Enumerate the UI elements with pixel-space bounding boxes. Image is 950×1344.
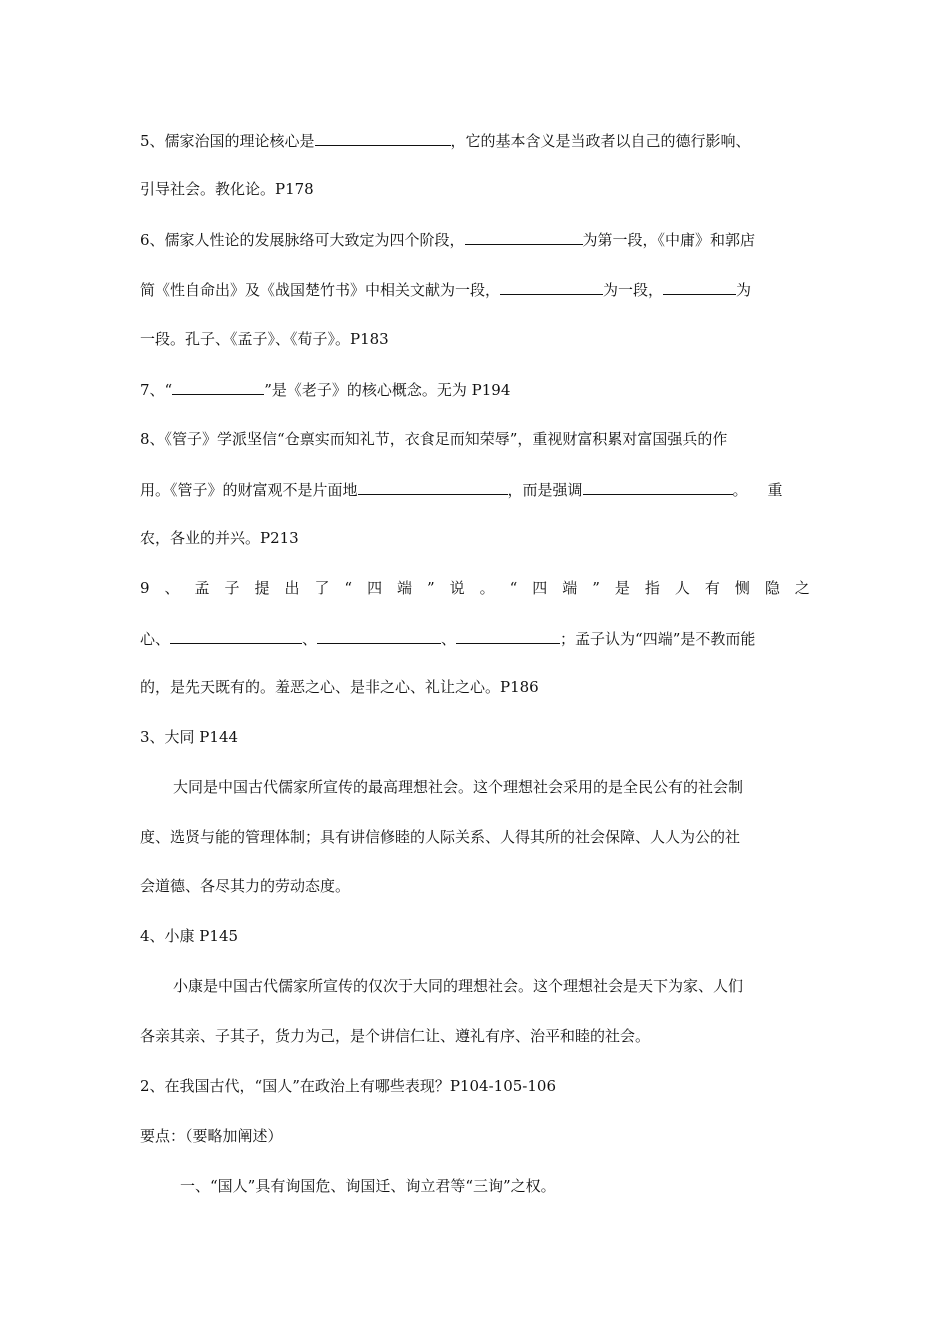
s2-heading: 2、在我国古代，“国人”在政治上有哪些表现？P104-105-106 xyxy=(140,1077,557,1095)
q9-sep-2: 、 xyxy=(441,630,457,648)
q9-char: 子 xyxy=(224,579,240,597)
q9-char: 出 xyxy=(284,579,300,597)
s3-paragraph-line3: 会道德、各尽其力的劳动态度。 xyxy=(140,877,351,895)
s2-points-label: 要点：（要略加阐述） xyxy=(140,1127,283,1145)
q9-char: 9 xyxy=(140,579,150,597)
q6-blank-2 xyxy=(500,279,603,295)
q9-char: 。 xyxy=(479,579,495,597)
q9-char: 端 xyxy=(562,579,578,597)
q9-text-b: ；孟子认为“四端”是不教而能 xyxy=(560,630,756,648)
q7-blank-1 xyxy=(172,379,264,395)
q9-char: “ xyxy=(344,579,353,597)
q9-char: 恻 xyxy=(734,579,750,597)
q5-text-a: 5、儒家治国的理论核心是 xyxy=(140,132,315,150)
s4-heading: 4、小康 P145 xyxy=(140,927,239,945)
q6-text-b: 为第一段，《中庸》和郭店 xyxy=(582,231,756,249)
q9-char: 端 xyxy=(397,579,413,597)
q6-text-a: 6、儒家人性论的发展脉络可大致定为四个阶段， xyxy=(140,231,465,249)
q6-text-c: 简《性自命出》及《战国楚竹书》中相关文献为一段， xyxy=(140,281,501,299)
q9-char: “ xyxy=(509,579,518,597)
q9-blank-1 xyxy=(170,628,302,644)
q9-char: ” xyxy=(427,579,435,597)
q8-blank-1 xyxy=(358,479,508,495)
q8-line3: 农，各业的并兴。P213 xyxy=(140,529,299,547)
q9-sep-1: 、 xyxy=(302,630,318,648)
q5-blank-1 xyxy=(315,130,451,146)
q9-char: 提 xyxy=(254,579,270,597)
q9-char: 之 xyxy=(794,579,810,597)
s3-paragraph-line1: 大同是中国古代儒家所宣传的最高理想社会。这个理想社会采用的是全民公有的社会制 xyxy=(173,778,744,796)
q9-line2 xyxy=(140,628,810,649)
q8-text-d: 重 xyxy=(767,481,783,499)
q6-blank-1 xyxy=(465,229,583,245)
q9-char: 孟 xyxy=(194,579,210,597)
q9-line3: 的，是先天既有的。羞恶之心、是非之心、礼让之心。P186 xyxy=(140,678,539,696)
q8-blank-2 xyxy=(583,479,733,495)
q9-char: 指 xyxy=(644,579,660,597)
s3-paragraph-line2: 度、选贤与能的管理体制；具有讲信修睦的人际关系、人得其所的社会保障、人人为公的社 xyxy=(140,828,741,846)
s2-item-1: 一、“国人”具有询国危、询国迁、询立君等“三询”之权。 xyxy=(180,1177,556,1195)
q9-text-a: 心、 xyxy=(140,630,171,648)
q8-text-c: 。 xyxy=(732,481,748,499)
q9-char: 说 xyxy=(449,579,465,597)
q6-text-e: 为 xyxy=(736,281,752,299)
q9-char: ” xyxy=(592,579,600,597)
q6-line2 xyxy=(140,279,810,300)
q9-char: 四 xyxy=(532,579,548,597)
s3-heading: 3、大同 P144 xyxy=(140,728,239,746)
q9-char: 隐 xyxy=(764,579,780,597)
q8-line1: 8、《管子》学派坚信“仓禀实而知礼节，衣食足而知荣辱”，重视财富积累对富国强兵的作 xyxy=(140,430,728,448)
q9-line1 xyxy=(140,578,810,598)
q5-line2: 引导社会。教化论。P178 xyxy=(140,180,314,198)
q6-text-d: 为一段， xyxy=(603,281,664,299)
q9-char: 四 xyxy=(367,579,383,597)
q9-blank-2 xyxy=(317,628,441,644)
q9-char: 是 xyxy=(614,579,630,597)
q9-char: 、 xyxy=(164,579,180,597)
q6-blank-3 xyxy=(663,279,736,295)
q9-char: 人 xyxy=(674,579,690,597)
q9-char: 了 xyxy=(314,579,330,597)
q6-line1 xyxy=(140,229,810,250)
q7-text-b: ”是《老子》的核心概念。无为 P194 xyxy=(264,381,511,399)
q9-char: 有 xyxy=(704,579,720,597)
q7-line1 xyxy=(140,379,810,400)
q7-text-a: 7、“ xyxy=(140,381,173,399)
q8-text-a: 用。《管子》的财富观不是片面地 xyxy=(140,481,358,499)
s4-paragraph-line1: 小康是中国古代儒家所宣传的仅次于大同的理想社会。这个理想社会是天下为家、人们 xyxy=(173,977,744,995)
q5-text-b: ，它的基本含义是当政者以自己的德行影响、 xyxy=(450,132,751,150)
s4-paragraph-line2: 各亲其亲、子其子，货力为己，是个讲信仁让、遵礼有序、治平和睦的社会。 xyxy=(140,1027,651,1045)
q9-blank-3 xyxy=(456,628,560,644)
q5-line1 xyxy=(140,130,810,151)
q6-line3: 一段。孔子、《孟子》、《荀子》。P183 xyxy=(140,330,389,348)
q8-text-b: ，而是强调 xyxy=(507,481,583,499)
q8-line2 xyxy=(140,479,810,500)
